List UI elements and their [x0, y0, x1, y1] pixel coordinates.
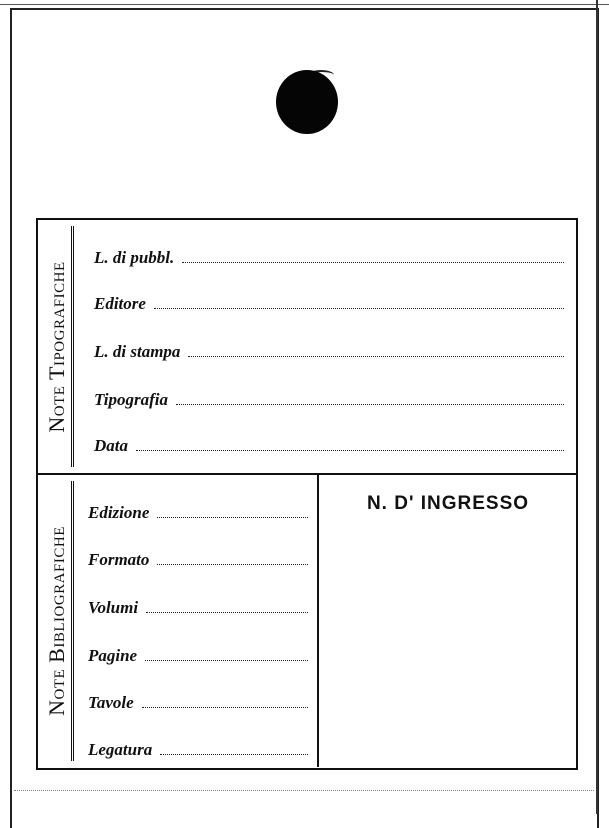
bottom-dotted-line	[14, 790, 594, 791]
field-label: L. di stampa	[94, 342, 181, 361]
field-label: L. di pubbl.	[94, 248, 175, 267]
field-luogo-pubblicazione[interactable]	[94, 242, 564, 266]
field-dotted-line	[146, 612, 308, 613]
typographic-section-label	[38, 220, 76, 473]
punch-hole	[276, 70, 338, 134]
field-editore[interactable]	[94, 288, 564, 312]
bibliographic-section-label	[38, 475, 76, 767]
field-edizione[interactable]	[88, 497, 308, 521]
field-volumi[interactable]	[88, 592, 308, 616]
field-label: Edizione	[88, 503, 150, 522]
bibliographic-section	[38, 475, 576, 767]
catalog-form	[36, 218, 578, 770]
top-border-line	[0, 4, 609, 5]
typographic-section-title: Note Tipografiche	[44, 260, 69, 433]
field-tavole[interactable]	[88, 687, 308, 711]
typographic-fields	[94, 220, 564, 473]
field-pagine[interactable]	[88, 640, 308, 664]
typographic-section	[38, 220, 576, 475]
field-formato[interactable]	[88, 544, 308, 568]
bibliographic-section-title: Note Bibliografiche	[44, 526, 69, 716]
field-dotted-line	[182, 262, 564, 263]
field-legatura[interactable]	[88, 734, 308, 758]
field-label: Editore	[94, 294, 146, 313]
field-tipografia[interactable]	[94, 384, 564, 408]
field-dotted-line	[176, 404, 564, 405]
field-label: Formato	[88, 550, 150, 569]
field-label: Pagine	[88, 646, 138, 665]
ingresso-number-label: N. D' INGRESSO	[366, 493, 530, 514]
bibliographic-fields	[88, 475, 308, 767]
field-label: Tipografia	[94, 390, 168, 409]
field-dotted-line	[154, 308, 564, 309]
field-dotted-line	[188, 356, 564, 357]
field-label: Legatura	[88, 740, 153, 759]
field-dotted-line	[157, 564, 308, 565]
field-label: Data	[94, 436, 128, 455]
field-dotted-line	[160, 754, 308, 755]
field-label: Tavole	[88, 693, 134, 712]
field-dotted-line	[142, 707, 308, 708]
field-dotted-line	[145, 660, 308, 661]
field-dotted-line	[136, 450, 564, 451]
card-right-edge	[596, 0, 598, 814]
field-dotted-line	[157, 517, 308, 518]
field-luogo-stampa[interactable]	[94, 336, 564, 360]
field-data[interactable]	[94, 430, 564, 454]
field-label: Volumi	[88, 598, 139, 617]
section-vertical-divider	[317, 475, 319, 767]
